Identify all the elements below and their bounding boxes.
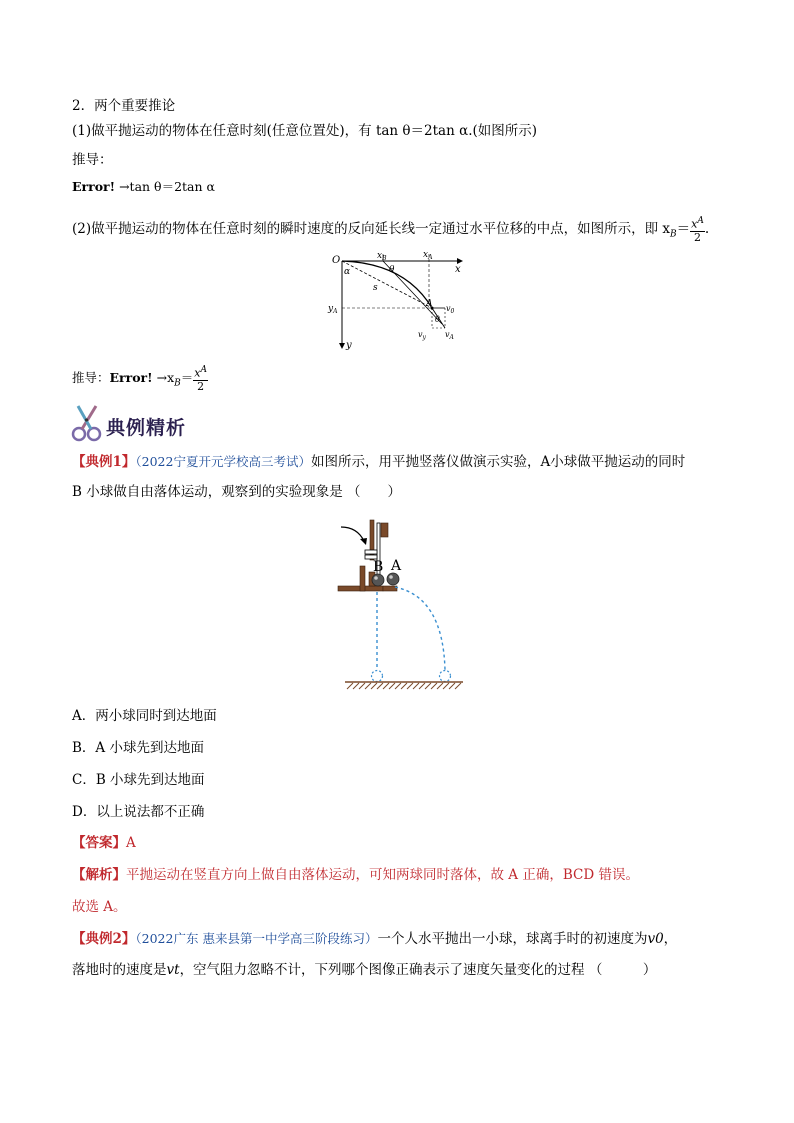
example1-line1 <box>72 452 685 472</box>
frac-num-sup: A <box>697 216 704 226</box>
label-theta-1: θ <box>389 265 395 275</box>
ball-b <box>372 574 384 586</box>
answer-tag: 【答案】 <box>72 835 126 851</box>
label-O: O <box>332 255 341 266</box>
example2-text2b: ，空气阻力忽略不计，下列哪个图像正确表示了速度矢量变化的过程 （ ） <box>179 962 657 978</box>
lever-top <box>381 523 388 537</box>
scissors-icon <box>70 402 106 442</box>
option-c: C．B 小球先到达地面 <box>72 772 205 788</box>
example1-line2: B 小球做自由落体运动，观察到的实验现象是 （ ） <box>72 484 402 500</box>
label-xB: $x_B$ <box>377 251 387 262</box>
label-ball-b: B <box>373 559 384 575</box>
answer-line <box>72 833 136 853</box>
fraction-xa-over-2 <box>690 215 705 244</box>
section-heading: 2．两个重要推论 <box>72 98 176 114</box>
label-x: x <box>455 264 461 275</box>
derive-label-1: 推导： <box>72 152 113 168</box>
analysis-text: 平抛运动在竖直方向上做自由落体运动，可知两球同时落体，故 A 正确，BCD 错误。 <box>126 867 639 883</box>
strike-arrow <box>341 527 364 541</box>
error-text-2: Error! <box>109 369 153 385</box>
example-banner <box>70 402 200 442</box>
hammer-head-1 <box>365 550 377 554</box>
base-upright <box>360 566 365 591</box>
example2-text2a: 落地时的速度是 <box>72 962 167 978</box>
inference-2-eq: ＝ <box>676 220 691 237</box>
projectile-path <box>395 587 445 670</box>
analysis-line <box>72 865 639 885</box>
option-b: B．A 小球先到达地面 <box>72 740 204 756</box>
example2-tag: 【典例2】 <box>72 931 136 947</box>
inference-2-sub: B <box>670 229 677 240</box>
displacement-line <box>342 261 432 308</box>
derive-formula-2: →x <box>152 369 175 385</box>
answer-value: A <box>126 835 136 851</box>
derive-line-2 <box>72 364 208 393</box>
fraction-xa-over-2-b <box>193 364 208 393</box>
example2-line2 <box>72 960 656 980</box>
frac2-num: x <box>194 366 201 380</box>
example1-tag: 【典例1】 <box>72 454 136 470</box>
analysis-tag: 【解析】 <box>72 867 126 883</box>
label-vy: $v_y$ <box>418 330 426 341</box>
example2-source: （2022广东 惠来县第一中学高三阶段练习） <box>135 931 378 946</box>
label-y: y <box>346 340 352 351</box>
base-right <box>383 586 397 591</box>
inference-2: (2)做平抛运动的物体在任意时刻的瞬时速度的反向延长线一定通过水平位移的中点，如图所示，即 $x_B=$ $\frac{x^A}{2}$ . <box>72 216 710 244</box>
label-A: A <box>426 299 433 309</box>
trajectory-diagram <box>325 248 470 358</box>
frac2-num-sup: A <box>200 365 207 375</box>
ball-a <box>387 573 399 585</box>
label-s: s <box>373 283 378 293</box>
option-a: A．两小球同时到达地面 <box>72 708 217 724</box>
example1-text1: 如图所示，用平抛竖落仪做演示实验，A小球做平抛运动的同时 <box>310 454 686 470</box>
label-v0: $v_0$ <box>446 304 455 315</box>
experiment-diagram <box>333 517 468 695</box>
banner-title: 典例精析 <box>106 417 187 439</box>
error-text: Error! <box>72 179 116 194</box>
derive2-sub: B <box>174 378 181 389</box>
example2-line1: 【典例2】（2022广东 惠来县第一中学高三阶段练习）一个人水平抛出一小球，球离手时的初速度为v0， <box>72 931 678 947</box>
ball-a-landing <box>440 671 451 682</box>
label-ball-a: A <box>391 558 402 574</box>
y-arrow <box>339 343 345 349</box>
example2-v0: v0 <box>647 931 664 947</box>
frac-den: 2 <box>694 230 702 244</box>
option-d: D．以上说法都不正确 <box>72 804 205 820</box>
example2-text1: 一个人水平抛出一小球，球离手时的初速度为 <box>377 931 648 947</box>
label-xA: $x_A$ <box>423 250 433 261</box>
derive-label-2: 推导： <box>72 369 110 385</box>
inference-2-text: (2)做平抛运动的物体在任意时刻的瞬时速度的反向延长线一定通过水平位移的中点，如图所示，即 x <box>72 220 671 237</box>
label-alpha: α <box>344 267 351 277</box>
ball-b-landing <box>372 671 383 682</box>
derive-line-1 <box>72 178 215 196</box>
example1-source: （2022宁夏开元学校高三考试） <box>135 454 311 469</box>
derive-formula-1: →tan θ＝2tan α <box>115 179 215 194</box>
label-vA: $v_A$ <box>445 330 454 341</box>
inference-1: (1)做平抛运动的物体在任意时刻(任意位置处)，有 tan θ＝2tan α.(如图所示) <box>72 123 538 139</box>
strike-arrowhead <box>360 538 367 545</box>
derive2-eq: ＝ <box>180 369 194 385</box>
conclusion-line: 故选 A。 <box>72 899 127 915</box>
label-yA: $y_A$ <box>328 304 338 315</box>
frac2-den: 2 <box>197 379 205 393</box>
ground-hatch <box>347 683 461 689</box>
label-theta-2: θ <box>435 315 440 324</box>
example2-vt: vt <box>166 962 180 978</box>
frac-num: x <box>691 217 698 231</box>
